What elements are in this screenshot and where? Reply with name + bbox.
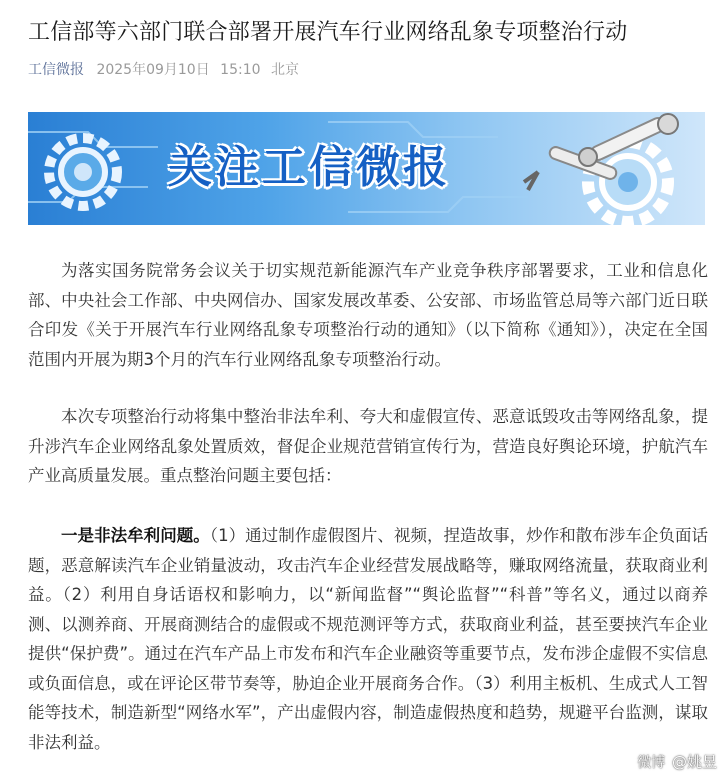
paragraph-focus: 本次专项整治行动将集中整治非法牟利、夸大和虚假宣传、恶意诋毁攻击等网络乱象，提升涉汽车企业网络乱象处置质效，督促企业规范营销宣传行为，营造良好舆论环境，护航汽车产业高质量发展。重点整治问题主要包括：: [28, 407, 708, 485]
watermark-handle: @姚昱: [671, 753, 717, 771]
issue-body: （1）通过制作虚假图片、视频，捏造故事，炒作和散布涉车企负面话题，恶意解读汽车企业销量波动，攻击汽车企业经营发展战略等，赚取网络流量，获取商业利益。（2）利用自身话语权和影响力，以“新闻监督”“舆论监督”“科普”等名义，通过以商养测、以测养商、开展商测结合的虚假或不规范测评等方式，获取商业利益，甚至要挟汽车企业提供“保护费”。通过在汽车产品上市发布和汽车企业融资等重要节点，发布涉企虚假不实信息或负面信息，或在评论区带节奏等，胁迫企业开展商务合作。（3）利用主板机、生成式人工智能等技术，制造新型“网络水军”，产出虚假内容，制造虚假热度和趋势，规避平台监测，谋取非法利益。: [28, 526, 709, 752]
paragraph-intro: 为落实国务院常务会议关于切实规范新能源汽车产业竞争秩序部署要求，工业和信息化部、中央社会工作部、中央网信办、国家发展改革委、公安部、市场监管总局等六部门近日联合印发《关于开展汽车行业网络乱象专项整治行动的通知》（以下简称《通知》），决定在全国范围内开展为期3个月的汽车行业网络乱象专项整治行动。: [28, 261, 708, 369]
article-meta: [28, 60, 305, 80]
banner-image: [28, 112, 705, 225]
article-title: 工信部等六部门联合部署开展汽车行业网络乱象专项整治行动: [28, 20, 628, 45]
article-source-link[interactable]: 工信微报: [28, 62, 84, 78]
article-location: 北京: [270, 62, 299, 78]
issue-heading: 一是非法牟利问题。: [61, 526, 210, 545]
gear-icon: [49, 138, 117, 206]
article-time: 15:10: [220, 62, 261, 78]
article-date: 2025年09月10日: [96, 62, 210, 78]
weibo-watermark: [637, 751, 717, 772]
paragraph-issue-one: [28, 521, 708, 757]
banner-title: 关注工信微报: [168, 142, 450, 193]
weibo-icon: 微博: [637, 755, 666, 771]
